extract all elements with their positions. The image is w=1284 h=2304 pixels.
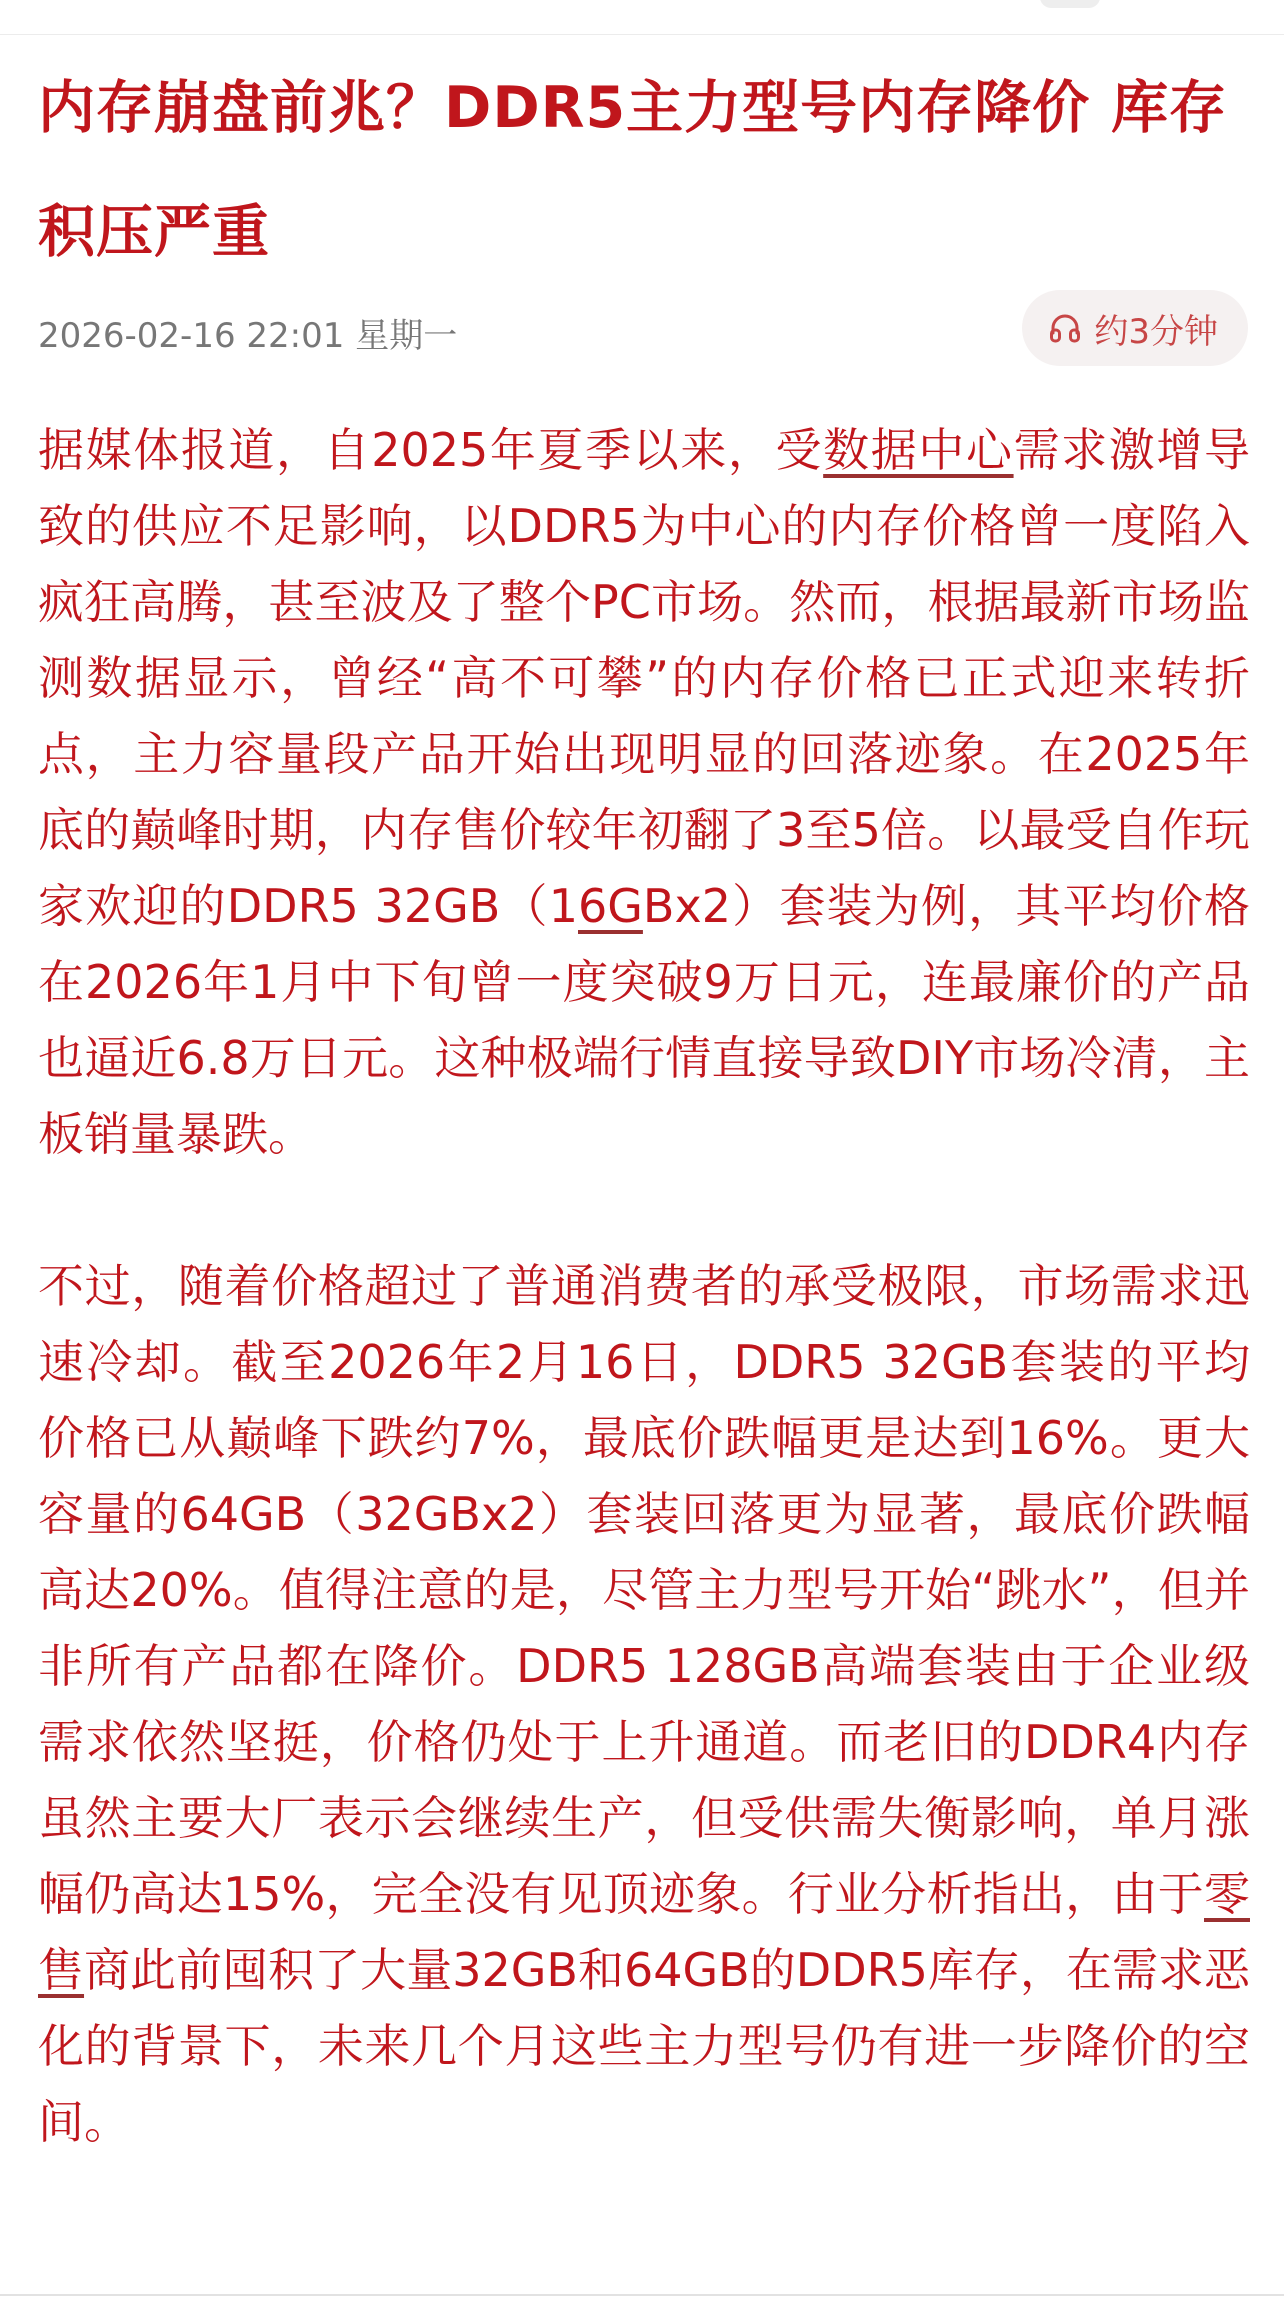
headphones-icon bbox=[1048, 311, 1082, 345]
publish-timestamp: 2026-02-16 22:01 星期一 bbox=[38, 316, 458, 356]
listen-read-time-button[interactable] bbox=[1022, 290, 1248, 366]
article-meta bbox=[38, 290, 1248, 366]
paragraph-text: 不过，随着价格超过了普通消费者的承受极限，市场需求迅速冷却。截至2026年2月16日，DDR5 32GB套装的平均价格已从巅峰下跌约7%，最底价跌幅更是达到16%。更大容量的64GB（32GBx2）套装回落更为显著，最底价跌幅高达20%。值得注意的是，尽管主力型号开始“跳水”，但并非所有产品都在降价。DDR5 128GB高端套装由于企业级需求依然坚挺，价格仍处于上升通道。而老旧的DDR4内存虽然主要大厂表示会继续生产，但受供需失衡影响，单月涨幅仍高达15%，完全没有见顶迹象。行业分析指出，由于 bbox=[38, 1259, 1250, 1921]
article-title: 内存崩盘前兆？DDR5主力型号内存降价 库存积压严重 bbox=[38, 75, 1228, 265]
top-navigation-bar bbox=[0, 0, 1284, 35]
paragraph-text: 据媒体报道，自2025年夏季以来，受 bbox=[38, 423, 824, 477]
top-bar-partial-element bbox=[1040, 0, 1100, 8]
data-center-link[interactable]: 数据中心 bbox=[823, 423, 1014, 477]
paragraph-text: 需求激增导致的供应不足影响，以DDR5为中心的内存价格曾一度陷入疯狂高腾，甚至波及了整个PC市场。然而，根据最新市场监测数据显示，曾经“高不可攀”的内存价格已正式迎来转折点，主力容量段产品开始出现明显的回落迹象。在2025年底的巅峰时期，内存售价较年初翻了3至5倍。以最受自作玩家欢迎的DDR5 32GB（1 bbox=[38, 423, 1250, 933]
article-paragraph-2 bbox=[38, 1248, 1250, 2160]
retail-link[interactable]: 零售 bbox=[38, 1867, 1250, 1997]
bottom-fade-bar bbox=[0, 2268, 1284, 2304]
article-paragraph-1 bbox=[38, 412, 1250, 1172]
6g-link[interactable]: 6G bbox=[578, 879, 643, 933]
article-body bbox=[38, 412, 1250, 2304]
bottom-divider bbox=[0, 2294, 1284, 2296]
paragraph-text: 商此前囤积了大量32GB和64GB的DDR5库存，在需求恶化的背景下，未来几个月这些主力型号仍有进一步降价的空间。 bbox=[38, 1943, 1250, 2149]
read-time-label: 约3分钟 bbox=[1094, 311, 1218, 352]
paragraph-text: Bx2）套装为例，其平均价格在2026年1月中下旬曾一度突破9万日元，连最廉价的产品也逼近6.8万日元。这种极端行情直接导致DIY市场冷清，主板销量暴跌。 bbox=[38, 879, 1250, 1161]
